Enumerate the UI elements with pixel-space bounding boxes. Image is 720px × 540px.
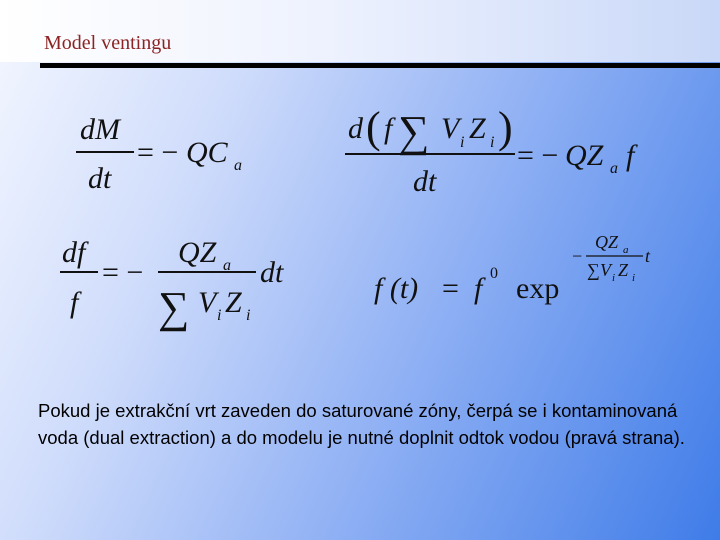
eq2-close-paren: ) bbox=[498, 103, 513, 152]
eq4-f: f bbox=[474, 272, 483, 305]
equation-dual-extraction bbox=[345, 103, 638, 198]
eq4-exp-den-Z: Z bbox=[618, 260, 629, 280]
eq4-exp-den-V: V bbox=[600, 260, 611, 280]
eq2-denominator: dt bbox=[413, 165, 437, 198]
eq3-frac-den-Z: Z bbox=[225, 286, 242, 319]
eq1-rhs-sign: = − bbox=[137, 136, 179, 169]
eq2-Z-subscript: i bbox=[490, 134, 495, 151]
eq2-V: V bbox=[441, 112, 460, 145]
eq2-f: f bbox=[384, 112, 393, 145]
eq2-open-paren: ( bbox=[366, 103, 381, 152]
eq4-lhs: f (t) bbox=[374, 272, 419, 305]
eq3-denominator: f bbox=[70, 286, 79, 319]
slide-title: Model ventingu bbox=[44, 32, 172, 54]
eq2-V-subscript: i bbox=[460, 134, 465, 151]
eq3-tail: dt bbox=[260, 256, 284, 289]
eq4-exp-sign: − bbox=[572, 246, 583, 266]
eq2-rhs-sign: = − bbox=[517, 139, 559, 172]
eq3-sum-symbol: ∑ bbox=[158, 283, 190, 332]
eq1-rhs-main: QC bbox=[186, 136, 228, 169]
eq4-equals: = bbox=[442, 272, 459, 305]
eq4-exp-t: t bbox=[645, 246, 651, 266]
equation-separated bbox=[60, 236, 284, 332]
eq2-rhs-f: f bbox=[626, 139, 635, 172]
eq3-frac-den-Z-subscript: i bbox=[246, 307, 251, 324]
eq4-exp: exp bbox=[516, 272, 560, 305]
eq3-frac-num-subscript: a bbox=[223, 257, 231, 274]
eq4-exp-sum-symbol: ∑ bbox=[587, 260, 600, 280]
eq4-f-superscript: 0 bbox=[490, 265, 498, 282]
eq2-Z: Z bbox=[469, 112, 486, 145]
equation-solution bbox=[374, 232, 651, 305]
eq4-exp-num-subscript: a bbox=[623, 244, 629, 256]
eq2-sum-symbol: ∑ bbox=[398, 107, 430, 156]
eq3-frac-den-V-subscript: i bbox=[217, 307, 222, 324]
eq3-frac-numerator: QZ bbox=[178, 236, 217, 269]
eq3-numerator: df bbox=[62, 236, 86, 269]
eq4-exp-den-Z-subscript: i bbox=[632, 272, 636, 284]
eq2-rhs-subscript: a bbox=[610, 160, 618, 177]
eq1-denominator: dt bbox=[88, 162, 112, 195]
eq3-rhs-sign: = − bbox=[102, 256, 144, 289]
eq2-d: d bbox=[348, 112, 363, 145]
eq2-rhs-main: QZ bbox=[565, 139, 604, 172]
equation-mass-balance bbox=[76, 113, 242, 195]
eq4-exp-numerator: QZ bbox=[595, 232, 619, 252]
eq4-exp-den-V-subscript: i bbox=[612, 272, 616, 284]
eq1-numerator: dM bbox=[80, 113, 120, 146]
eq1-rhs-subscript: a bbox=[234, 157, 242, 174]
eq3-frac-den-V: V bbox=[198, 286, 217, 319]
body-paragraph: Pokud je extrakční vrt zaveden do saturované zóny, čerpá se i kontaminovaná voda (dual extraction) a do modelu je nutné doplnit odtok vodou (pravá strana). bbox=[38, 400, 685, 448]
